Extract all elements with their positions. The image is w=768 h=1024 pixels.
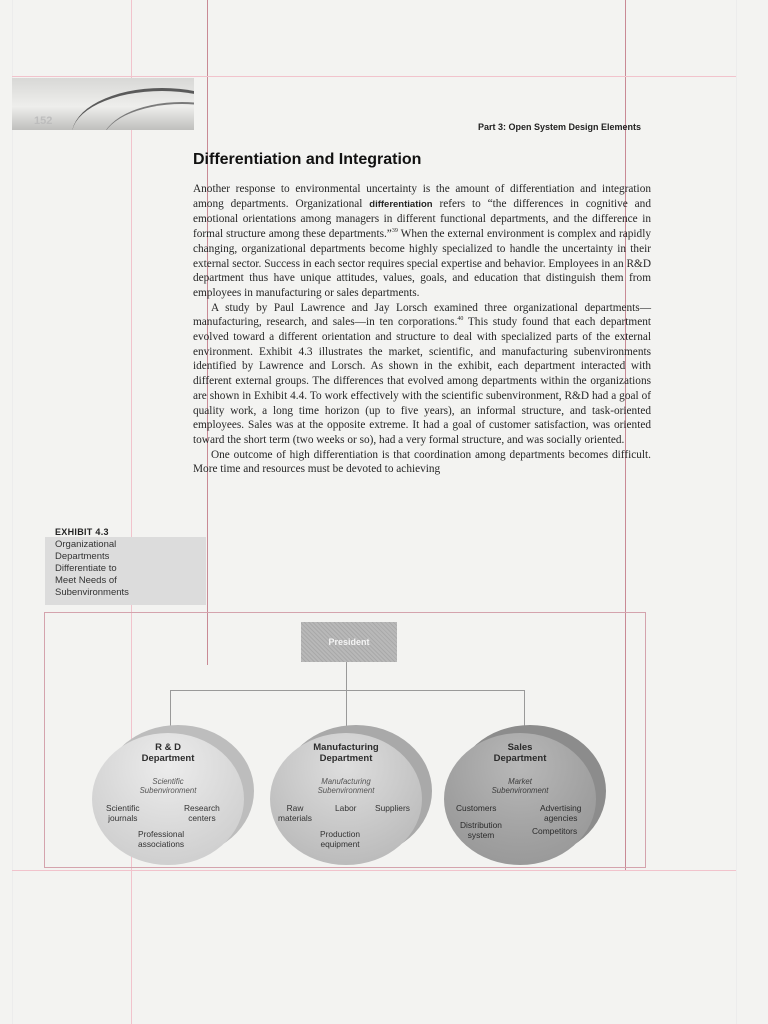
subenvironment-label: Market Subenvironment (491, 777, 549, 795)
environment-item: Advertising agencies (540, 803, 582, 823)
paragraph: Another response to environmental uncertainty is the amount of differentiation and integration among departments. Organizational differentiation refers to “the differences in cognitive and emotional orientations among managers in different functional departments, and the difference in formal structure among these departments.”$^{39}$ When the external environment is complex and rapidly changing, organizational departments become highly specialized to handle the uncertainty in their external sector. Success in each sector requires special expertise and behavior. Employees in an R&D department thus have unique attitudes, values, goals, and education that distinguish them from employees in manufacturing or sales departments. (193, 183, 651, 299)
environment-item: Production equipment (320, 829, 361, 849)
rd-department-circle (92, 733, 244, 865)
paragraph: A study by Paul Lawrence and Jay Lorsch examined three organizational departments—manufacturing, research, and sales—in ten corporations.$^{40}$ This study found that each department evolved toward a different orientation and structure to deal with specialized parts of the external environment. Exhibit 4.3 illustrates the market, scientific, and manufacturing subenvironments identified by Lawrence and Lorsch. As shown in the exhibit, each department interacted with different external groups. The differences that evolved among departments within the organizations are shown in Exhibit 4.4. To work effectively with the scientific subenvironment, R&D had a goal of quality work, a long time horizon (up to five years), an informal structure, and task-oriented employees. Sales was at the opposite extreme. It had a goal of customer satisfaction, was oriented toward the short term (two weeks or so), had a very formal structure, and was socially oriented. (193, 301, 651, 446)
running-head: Part 3: Open System Design Elements (478, 122, 642, 132)
caption-line: Organizational (55, 539, 117, 550)
key-term: differentiation (369, 198, 433, 210)
caption-line: Subenvironments (55, 587, 129, 598)
connector-line (524, 690, 525, 726)
exhibit-caption (45, 537, 206, 605)
president-box: President (301, 622, 397, 662)
environment-item: Suppliers (375, 803, 410, 813)
connector-line (170, 690, 524, 691)
manufacturing-department-circle (270, 733, 422, 865)
department-name: Sales Department (493, 742, 547, 764)
department-name: Manufacturing Department (313, 742, 379, 764)
environment-item: Scientific journals (106, 803, 140, 823)
connector-line (346, 662, 347, 690)
margin-line (736, 0, 737, 1024)
margin-line (12, 76, 736, 77)
caption-line: Differentiate to (55, 563, 117, 574)
sales-department-circle (444, 733, 596, 865)
subenvironment-label: Scientific Subenvironment (139, 777, 197, 795)
section-title: Differentiation and Integration (193, 151, 422, 168)
caption-line: Meet Needs of (55, 575, 117, 586)
environment-item: Professional associations (138, 829, 185, 849)
environment-item: Customers (456, 803, 497, 813)
department-name: R & D Department (141, 742, 195, 764)
exhibit-label: EXHIBIT 4.3 (55, 527, 109, 537)
environment-item: Competitors (532, 826, 578, 836)
connector-line (346, 690, 347, 726)
paragraph: One outcome of high differentiation is that coordination among departments becomes difficult. More time and resources must be devoted to achieving (193, 448, 651, 476)
caption-line: Departments (55, 551, 110, 562)
page-number: 152 (34, 115, 53, 127)
environment-item: Research centers (184, 803, 220, 823)
environment-item: Raw materials (278, 803, 312, 823)
environment-item: Labor (335, 803, 357, 813)
environment-item: Distribution system (460, 820, 502, 840)
footnote-ref: 40 (457, 316, 464, 323)
margin-line (12, 870, 736, 871)
connector-line (170, 690, 171, 726)
body-text (193, 182, 651, 477)
footnote-ref: 39 (391, 228, 398, 235)
subenvironment-label: Manufacturing Subenvironment (317, 777, 375, 795)
